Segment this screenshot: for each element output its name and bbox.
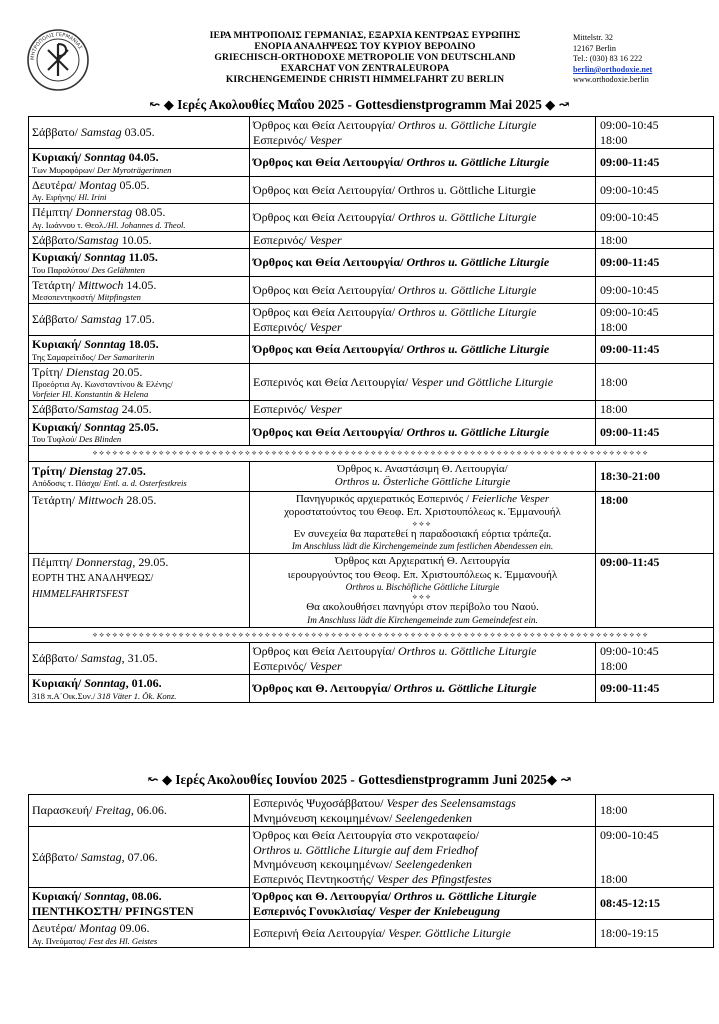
- time-cell: 18:00: [596, 231, 714, 249]
- email-link[interactable]: berlin@orthodoxie.net: [573, 64, 653, 74]
- time-cell: 09:00-10:45 18:00: [596, 117, 714, 149]
- table-row: [29, 176, 714, 204]
- table-row: [29, 675, 714, 703]
- ornament-divider: ⟡⟡⟡⟡⟡⟡⟡⟡⟡⟡⟡⟡⟡⟡⟡⟡⟡⟡⟡⟡⟡⟡⟡⟡⟡⟡⟡⟡⟡⟡⟡⟡⟡⟡⟡⟡⟡⟡⟡⟡⟡⟡⟡⟡⟡⟡⟡⟡⟡⟡⟡⟡⟡⟡⟡⟡⟡⟡⟡⟡⟡⟡⟡⟡⟡⟡⟡⟡⟡⟡⟡⟡⟡⟡⟡⟡⟡⟡⟡⟡⟡⟡⟡⟡: [29, 446, 714, 462]
- table-row: [29, 363, 714, 401]
- metropolis-seal-logo: [26, 28, 90, 92]
- table-row: [29, 117, 714, 149]
- table-row: [29, 643, 714, 675]
- time-cell: 18:00: [596, 363, 714, 401]
- time-cell: 09:00-10:45 18:00: [596, 304, 714, 336]
- table-row: [29, 920, 714, 948]
- table-row: [29, 401, 714, 419]
- table-row: [29, 231, 714, 249]
- time-cell: 09:00-11:45: [596, 249, 714, 277]
- header-line-4: EXARCHAT VON ZENTRALEUROPA: [280, 63, 450, 74]
- service-cell: Εσπερινός/ Vesper: [250, 231, 596, 249]
- divider-row: [29, 446, 714, 462]
- table-row: [29, 554, 714, 628]
- date-cell: Κυριακή/ Sonntag, 08.06. ΠΕΝΤΗΚΟΣΤΗ/ PFINGSTEN: [29, 888, 250, 920]
- may-schedule-table: [28, 116, 714, 703]
- date-cell: Δευτέρα/ Montag 05.05. Αγ. Ειρήνης/ Hl. Irini: [29, 176, 250, 204]
- service-cell: Όρθρος και Θεία Λειτουργία/ Orthros u. Göttliche Liturgie: [250, 176, 596, 204]
- time-cell: 09:00-10:45: [596, 276, 714, 304]
- time-cell: 09:00-10:45: [596, 204, 714, 232]
- date-cell: Πέμπτη/ Donnerstag 08.05. Αγ. Ιωάννου τ. Θεολ./Hl. Johannes d. Theol.: [29, 204, 250, 232]
- june-schedule-table: [28, 794, 714, 948]
- table-row: [29, 795, 714, 827]
- website: www.orthodoxie.berlin: [573, 75, 649, 85]
- date-cell: Κυριακή/ Sonntag 18.05. Της Σαμαρείτιδος/ Der Samariterin: [29, 336, 250, 364]
- date-cell: Σάββατο/ Samstag, 31.05.: [29, 643, 250, 675]
- service-cell: Όρθρος και Θεία Λειτουργία/ Orthros u. Göttliche Liturgie: [250, 276, 596, 304]
- service-cell: Όρθρος και Θεία Λειτουργία/ Orthros u. Göttliche Liturgie: [250, 149, 596, 177]
- date-cell: Κυριακή/ Sonntag, 01.06. 318 π.Α΄Οικ.Συν./ 318 Väter 1. Ök. Konz.: [29, 675, 250, 703]
- time-cell: 09:00-10:45 18:00: [596, 643, 714, 675]
- church-header: [160, 30, 570, 85]
- time-cell: 09:00-11:45: [596, 149, 714, 177]
- time-cell: 18:00: [596, 491, 714, 554]
- service-cell: Όρθρος και Θ. Λειτουργία/ Orthros u. Göttliche Liturgie: [250, 675, 596, 703]
- header-line-3: GRIECHISCH-ORTHODOXE METROPOLIE VON DEUTSCHLAND: [214, 52, 516, 63]
- june-section-title: ↜ ◆ Ιερές Ακολουθίες Ιουνίου 2025 - Gottesdienstprogramm Juni 2025◆ ↝: [147, 772, 572, 787]
- svg-text:ΜΗΤΡΟΠΟΛΙΣ ΓΕΡΜΑΝΙΑΣ: ΜΗΤΡΟΠΟΛΙΣ ΓΕΡΜΑΝΙΑΣ: [29, 31, 84, 61]
- date-cell: Σάββατο/ Samstag 17.05.: [29, 304, 250, 336]
- date-cell: Τρίτη/ Dienstag 20.05. Προεόρτια Αγ. Κωνσταντίνου & Ελένης/ Vorfeier Hl. Konstantin & Helena: [29, 363, 250, 401]
- date-cell: Τρίτη/ Dienstag 27.05. Απόδοσις τ. Πάσχα/ Entl. a. d. Osterfestkreis: [29, 461, 250, 491]
- service-cell: Όρθρος και Θεία Λειτουργία/ Orthros u. Göttliche Liturgie: [250, 249, 596, 277]
- service-cell: Όρθρος και Θεία Λειτουργία/ Orthros u. Göttliche Liturgie Εσπερινός/ Vesper: [250, 117, 596, 149]
- header-line-1: ΙΕΡΑ ΜΗΤΡΟΠΟΛΙΣ ΓΕΡΜΑΝΙΑΣ, ΕΞΑΡΧΙΑ ΚΕΝΤΡΩΑΣ ΕΥΡΩΠΗΣ: [209, 30, 521, 41]
- time-cell: 08:45-12:15: [596, 888, 714, 920]
- contact-block: [573, 33, 708, 86]
- service-cell: Εσπερινή Θεία Λειτουργία/ Vesper. Göttliche Liturgie: [250, 920, 596, 948]
- service-cell: Όρθρος κ. Αναστάσιμη Θ. Λειτουργία/ Orthros u. Österliche Göttliche Liturgie: [250, 461, 596, 491]
- service-cell: Όρθρος και Αρχιερατική Θ. Λειτουργία ιερουργούντος του Θεοφ. Επ. Χριστουπόλεως κ. Έμμανουήλ Orthros u. Bischöfliche Göttliche Liturgie ⟡⟡⟡ Θα ακολουθήσει πανηγύρι στον περίβολο του Ναού. Im Anschluss lädt die Kirchengemeinde zum Gemeindefest ein.: [250, 554, 596, 628]
- header-line-2: ΕΝΟΡΙΑ ΑΝΑΛΗΨΕΩΣ ΤΟΥ ΚΥΡΙΟΥ ΒΕΡΟΛΙΝΟ: [254, 41, 476, 52]
- may-section-title: ↜ ◆ Ιερές Ακολουθίες Μαΐου 2025 - Gottesdienstprogramm Mai 2025 ◆ ↝: [149, 97, 570, 112]
- table-row: [29, 491, 714, 554]
- service-cell: Όρθρος και Θεία Λειτουργία στο νεκροταφείο/ Orthros u. Göttliche Liturgie auf dem Friedhof Μνημόνευση κεκοιμημένων/ Seelengedenken Εσπερινός Πεντηκοστής/ Vesper des Pfingstfestes: [250, 827, 596, 888]
- date-cell: Σάββατο/ Samstag, 07.06.: [29, 827, 250, 888]
- table-row: [29, 249, 714, 277]
- time-cell: 09:00-10:45 18:00: [596, 827, 714, 888]
- date-cell: Σάββατο/Samstag 24.05.: [29, 401, 250, 419]
- divider-row: [29, 627, 714, 643]
- time-cell: 09:00-11:45: [596, 418, 714, 446]
- service-cell: Όρθρος και Θεία Λειτουργία/ Orthros u. Göttliche Liturgie Εσπερινός/ Vesper: [250, 643, 596, 675]
- date-cell: Δευτέρα/ Montag 09.06. Αγ. Πνεύματος/ Fest des Hl. Geistes: [29, 920, 250, 948]
- date-cell: Σάββατο/Samstag 10.05.: [29, 231, 250, 249]
- date-cell: Τετάρτη/ Mittwoch 28.05.: [29, 491, 250, 554]
- table-row: [29, 204, 714, 232]
- header-line-5: KIRCHENGEMEINDE CHRISTI HIMMELFAHRT ZU BERLIN: [225, 74, 505, 85]
- time-cell: 09:00-10:45: [596, 176, 714, 204]
- table-row: [29, 336, 714, 364]
- table-row: [29, 418, 714, 446]
- time-cell: 09:00-11:45: [596, 554, 714, 628]
- date-cell: Τετάρτη/ Mittwoch 14.05. Μεσοπεντηκοστή/ Mitpfingsten: [29, 276, 250, 304]
- table-row: [29, 276, 714, 304]
- ornament-divider: ⟡⟡⟡⟡⟡⟡⟡⟡⟡⟡⟡⟡⟡⟡⟡⟡⟡⟡⟡⟡⟡⟡⟡⟡⟡⟡⟡⟡⟡⟡⟡⟡⟡⟡⟡⟡⟡⟡⟡⟡⟡⟡⟡⟡⟡⟡⟡⟡⟡⟡⟡⟡⟡⟡⟡⟡⟡⟡⟡⟡⟡⟡⟡⟡⟡⟡⟡⟡⟡⟡⟡⟡⟡⟡⟡⟡⟡⟡⟡⟡⟡⟡⟡⟡: [29, 627, 714, 643]
- date-cell: Παρασκευή/ Freitag, 06.06.: [29, 795, 250, 827]
- date-cell: Κυριακή/ Sonntag 04.05. Των Μυροφόρων/ Der Myroträgerinnen: [29, 149, 250, 177]
- date-cell: Πέμπτη/ Donnerstag, 29.05. ΕΟΡΤΗ ΤΗΣ ΑΝΑΛΗΨΕΩΣ/ HIMMELFAHRTSFEST: [29, 554, 250, 628]
- date-cell: Κυριακή/ Sonntag 25.05. Του Τυφλού/ Des Blinden: [29, 418, 250, 446]
- service-cell: Πανηγυρικός αρχιερατικός Εσπερινός / Feierliche Vesper χοροστατούντος του Θεοφ. Επ. Χριστουπόλεως κ. Έμμανουήλ ⟡⟡⟡ Εν συνεχεία θα παρατεθεί η παραδοσιακή εόρτια τράπεζα. Im Anschluss lädt die Kirchengemeinde zum festlichen Abendessen ein.: [250, 491, 596, 554]
- table-row: [29, 888, 714, 920]
- service-cell: Όρθρος και Θεία Λειτουργία/ Orthros u. Göttliche Liturgie: [250, 336, 596, 364]
- time-cell: 18:00: [596, 401, 714, 419]
- service-cell: Εσπερινός Ψυχοσάββατου/ Vesper des Seelensamstags Μνημόνευση κεκοιμημένων/ Seelengedenken: [250, 795, 596, 827]
- time-cell: 09:00-11:45: [596, 675, 714, 703]
- table-row: [29, 827, 714, 888]
- service-cell: Όρθρος και Θ. Λειτουργία/ Orthros u. Göttliche Liturgie Εσπερινός Γονυκλισίας/ Vesper der Kniebeugung: [250, 888, 596, 920]
- telephone: Tel.: (030) 83 16 222: [573, 54, 643, 64]
- service-cell: Όρθρος και Θεία Λειτουργία/ Orthros u. Göttliche Liturgie Εσπερινός/ Vesper: [250, 304, 596, 336]
- address: Mittelstr. 32: [573, 33, 614, 42]
- date-cell: Σάββατο/ Samstag 03.05.: [29, 117, 250, 149]
- service-cell: Όρθρος και Θεία Λειτουργία/ Orthros u. Göttliche Liturgie: [250, 418, 596, 446]
- time-cell: 18:00: [596, 795, 714, 827]
- service-cell: Εσπερινός/ Vesper: [250, 401, 596, 419]
- city: 12167 Berlin: [573, 43, 616, 53]
- service-cell: Όρθρος και Θεία Λειτουργία/ Orthros u. Göttliche Liturgie: [250, 204, 596, 232]
- service-cell: Εσπερινός και Θεία Λειτουργία/ Vesper und Göttliche Liturgie: [250, 363, 596, 401]
- table-row: [29, 304, 714, 336]
- time-cell: 18:30-21:00: [596, 461, 714, 491]
- table-row: [29, 149, 714, 177]
- time-cell: 09:00-11:45: [596, 336, 714, 364]
- time-cell: 18:00-19:15: [596, 920, 714, 948]
- date-cell: Κυριακή/ Sonntag 11.05. Του Παραλύτου/ Des Gelähmten: [29, 249, 250, 277]
- table-row: [29, 461, 714, 491]
